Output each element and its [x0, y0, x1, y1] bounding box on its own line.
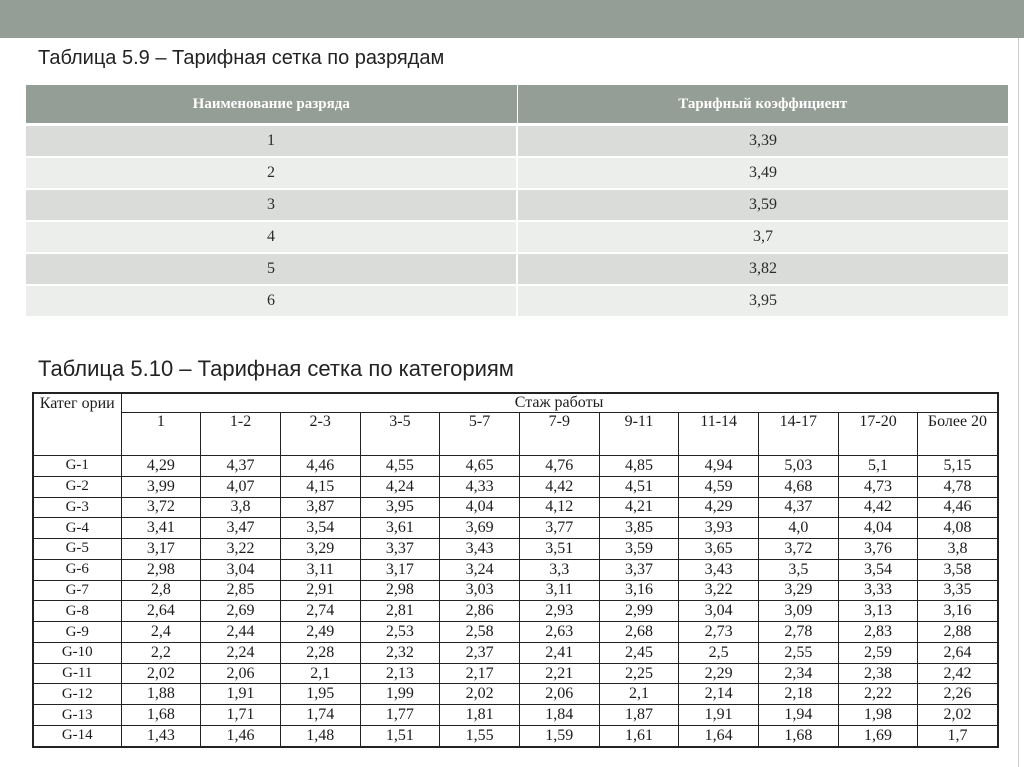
- coefficient-cell: 3,61: [360, 518, 440, 539]
- coefficient-cell: 4,55: [360, 456, 440, 477]
- category-code-cell: G-5: [33, 539, 121, 560]
- coefficient-cell: 3,3: [519, 559, 599, 580]
- experience-column-header: 14-17: [759, 413, 839, 456]
- coefficient-cell: 3,37: [599, 559, 679, 580]
- coefficient-cell: 2,14: [679, 684, 759, 705]
- coefficient-cell: 3,72: [121, 497, 201, 518]
- experience-column-header: 11-14: [679, 413, 759, 456]
- coefficient-cell: 3,17: [360, 559, 440, 580]
- tariff-coefficient-cell: 3,95: [517, 285, 1008, 316]
- category-code-cell: G-13: [33, 705, 121, 726]
- coefficient-cell: 2,13: [360, 663, 440, 684]
- category-code-cell: G-11: [33, 663, 121, 684]
- coefficient-cell: 2,55: [759, 642, 839, 663]
- coefficient-cell: 4,65: [440, 456, 520, 477]
- coefficient-cell: 4,76: [519, 456, 599, 477]
- experience-column-header: 1: [121, 413, 201, 456]
- coefficient-cell: 4,37: [759, 497, 839, 518]
- coefficient-cell: 3,54: [280, 518, 360, 539]
- category-code-cell: G-3: [33, 497, 121, 518]
- experience-column-header: 5-7: [440, 413, 520, 456]
- coefficient-cell: 2,5: [679, 642, 759, 663]
- coefficient-cell: 2,91: [280, 580, 360, 601]
- coefficient-cell: 3,24: [440, 559, 520, 580]
- grade-name-cell: 6: [26, 285, 517, 316]
- coefficient-cell: 3,03: [440, 580, 520, 601]
- category-code-cell: G-1: [33, 456, 121, 477]
- coefficient-cell: 4,73: [838, 476, 918, 497]
- tariff-coefficient-cell: 3,39: [517, 125, 1008, 158]
- coefficient-cell: 1,48: [280, 725, 360, 747]
- coefficient-cell: 1,94: [759, 705, 839, 726]
- coefficient-cell: 3,85: [599, 518, 679, 539]
- coefficient-cell: 2,69: [201, 601, 281, 622]
- grade-name-cell: 5: [26, 253, 517, 285]
- coefficient-cell: 4,24: [360, 476, 440, 497]
- category-row: [33, 725, 998, 747]
- coefficient-cell: 2,41: [519, 642, 599, 663]
- coefficient-cell: 5,1: [838, 456, 918, 477]
- coefficient-cell: 2,63: [519, 622, 599, 643]
- coefficient-cell: 2,06: [519, 684, 599, 705]
- coefficient-cell: 4,08: [918, 518, 998, 539]
- coefficient-cell: 4,37: [201, 456, 281, 477]
- coefficient-cell: 3,11: [519, 580, 599, 601]
- coefficient-cell: 1,74: [280, 705, 360, 726]
- coefficient-cell: 2,74: [280, 601, 360, 622]
- coefficient-cell: 1,43: [121, 725, 201, 747]
- coefficient-cell: 2,44: [201, 622, 281, 643]
- grade-row: [26, 221, 1008, 253]
- category-code-cell: G-10: [33, 642, 121, 663]
- coefficient-cell: 2,78: [759, 622, 839, 643]
- coefficient-cell: 1,68: [121, 705, 201, 726]
- experience-group-header: Стаж работы: [121, 393, 998, 413]
- coefficient-cell: 2,29: [679, 663, 759, 684]
- coefficient-cell: 3,8: [201, 497, 281, 518]
- experience-columns-row: [33, 413, 998, 456]
- grade-row: [26, 285, 1008, 316]
- coefficient-cell: 1,95: [280, 684, 360, 705]
- coefficient-cell: 1,7: [918, 725, 998, 747]
- experience-column-header: 1-2: [201, 413, 281, 456]
- coefficient-cell: 2,06: [201, 663, 281, 684]
- coefficient-cell: 4,42: [838, 497, 918, 518]
- category-row: [33, 663, 998, 684]
- coefficient-cell: 1,59: [519, 725, 599, 747]
- coefficient-cell: 1,99: [360, 684, 440, 705]
- coefficient-cell: 2,38: [838, 663, 918, 684]
- coefficient-cell: 4,33: [440, 476, 520, 497]
- coefficient-cell: 1,46: [201, 725, 281, 747]
- category-code-cell: G-6: [33, 559, 121, 580]
- coefficient-cell: 3,87: [280, 497, 360, 518]
- slide-right-divider: [1018, 38, 1019, 767]
- coefficient-cell: 2,64: [918, 642, 998, 663]
- coefficient-cell: 1,88: [121, 684, 201, 705]
- coefficient-cell: 2,2: [121, 642, 201, 663]
- coefficient-cell: 2,02: [440, 684, 520, 705]
- tariff-coefficient-header: Тарифный коэффициент: [517, 85, 1008, 125]
- coefficient-cell: 2,88: [918, 622, 998, 643]
- coefficient-cell: 1,84: [519, 705, 599, 726]
- category-table-body: [33, 456, 998, 748]
- coefficient-cell: 1,77: [360, 705, 440, 726]
- coefficient-cell: 2,42: [918, 663, 998, 684]
- slide-top-bar: [0, 0, 1024, 38]
- coefficient-cell: 3,77: [519, 518, 599, 539]
- tariff-coefficient-cell: 3,59: [517, 189, 1008, 221]
- experience-column-header: 9-11: [599, 413, 679, 456]
- category-code-cell: G-9: [33, 622, 121, 643]
- coefficient-cell: 2,58: [440, 622, 520, 643]
- category-row: [33, 539, 998, 560]
- coefficient-cell: 2,21: [519, 663, 599, 684]
- coefficient-cell: 3,41: [121, 518, 201, 539]
- category-header: Катег ории: [33, 393, 121, 456]
- coefficient-cell: 2,26: [918, 684, 998, 705]
- coefficient-cell: 4,42: [519, 476, 599, 497]
- coefficient-cell: 4,68: [759, 476, 839, 497]
- category-code-cell: G-12: [33, 684, 121, 705]
- table-5-9-caption: Таблица 5.9 – Тарифная сетка по разрядам: [38, 47, 445, 69]
- coefficient-cell: 2,34: [759, 663, 839, 684]
- coefficient-cell: 2,45: [599, 642, 679, 663]
- coefficient-cell: 4,04: [838, 518, 918, 539]
- category-code-cell: G-4: [33, 518, 121, 539]
- grade-name-cell: 4: [26, 221, 517, 253]
- coefficient-cell: 5,03: [759, 456, 839, 477]
- coefficient-cell: 2,4: [121, 622, 201, 643]
- coefficient-cell: 2,93: [519, 601, 599, 622]
- grade-tariff-table: [26, 85, 1008, 316]
- coefficient-cell: 3,35: [918, 580, 998, 601]
- category-code-cell: G-2: [33, 476, 121, 497]
- coefficient-cell: 2,49: [280, 622, 360, 643]
- category-row: [33, 622, 998, 643]
- grade-name-header: Наименование разряда: [26, 85, 517, 125]
- category-row: [33, 456, 998, 477]
- coefficient-cell: 2,37: [440, 642, 520, 663]
- grade-row: [26, 189, 1008, 221]
- coefficient-cell: 4,29: [679, 497, 759, 518]
- category-tariff-table: [32, 392, 999, 748]
- coefficient-cell: 3,29: [759, 580, 839, 601]
- category-row: [33, 559, 998, 580]
- coefficient-cell: 2,1: [599, 684, 679, 705]
- coefficient-cell: 3,72: [759, 539, 839, 560]
- grade-table-header-row: [26, 85, 1008, 125]
- grade-row: [26, 157, 1008, 189]
- coefficient-cell: 2,68: [599, 622, 679, 643]
- grade-name-cell: 1: [26, 125, 517, 158]
- grade-row: [26, 125, 1008, 158]
- coefficient-cell: 4,78: [918, 476, 998, 497]
- category-row: [33, 518, 998, 539]
- table-5-10-caption: Таблица 5.10 – Тарифная сетка по категориям: [38, 356, 514, 381]
- coefficient-cell: 1,61: [599, 725, 679, 747]
- experience-column-header: 2-3: [280, 413, 360, 456]
- coefficient-cell: 3,99: [121, 476, 201, 497]
- coefficient-cell: 1,55: [440, 725, 520, 747]
- coefficient-cell: 2,53: [360, 622, 440, 643]
- category-row: [33, 476, 998, 497]
- coefficient-cell: 3,13: [838, 601, 918, 622]
- coefficient-cell: 4,85: [599, 456, 679, 477]
- coefficient-cell: 3,76: [838, 539, 918, 560]
- coefficient-cell: 3,16: [599, 580, 679, 601]
- experience-column-header: 17-20: [838, 413, 918, 456]
- coefficient-cell: 5,15: [918, 456, 998, 477]
- coefficient-cell: 1,69: [838, 725, 918, 747]
- coefficient-cell: 3,69: [440, 518, 520, 539]
- coefficient-cell: 3,51: [519, 539, 599, 560]
- coefficient-cell: 1,64: [679, 725, 759, 747]
- coefficient-cell: 3,04: [201, 559, 281, 580]
- coefficient-cell: 3,09: [759, 601, 839, 622]
- coefficient-cell: 1,98: [838, 705, 918, 726]
- coefficient-cell: 4,04: [440, 497, 520, 518]
- coefficient-cell: 1,81: [440, 705, 520, 726]
- category-row: [33, 580, 998, 601]
- category-row: [33, 497, 998, 518]
- coefficient-cell: 3,95: [360, 497, 440, 518]
- coefficient-cell: 2,59: [838, 642, 918, 663]
- coefficient-cell: 2,64: [121, 601, 201, 622]
- coefficient-cell: 4,21: [599, 497, 679, 518]
- coefficient-cell: 4,51: [599, 476, 679, 497]
- coefficient-cell: 1,87: [599, 705, 679, 726]
- coefficient-cell: 3,22: [201, 539, 281, 560]
- coefficient-cell: 2,98: [360, 580, 440, 601]
- coefficient-cell: 2,73: [679, 622, 759, 643]
- coefficient-cell: 3,59: [599, 539, 679, 560]
- coefficient-cell: 2,85: [201, 580, 281, 601]
- coefficient-cell: 4,94: [679, 456, 759, 477]
- coefficient-cell: 1,68: [759, 725, 839, 747]
- grade-name-cell: 2: [26, 157, 517, 189]
- coefficient-cell: 2,18: [759, 684, 839, 705]
- coefficient-cell: 2,24: [201, 642, 281, 663]
- coefficient-cell: 3,17: [121, 539, 201, 560]
- coefficient-cell: 2,81: [360, 601, 440, 622]
- coefficient-cell: 2,28: [280, 642, 360, 663]
- coefficient-cell: 2,99: [599, 601, 679, 622]
- coefficient-cell: 3,54: [838, 559, 918, 580]
- coefficient-cell: 3,47: [201, 518, 281, 539]
- category-code-cell: G-7: [33, 580, 121, 601]
- coefficient-cell: 1,51: [360, 725, 440, 747]
- category-table-wrapper: [32, 392, 997, 748]
- coefficient-cell: 3,93: [679, 518, 759, 539]
- coefficient-cell: 4,0: [759, 518, 839, 539]
- coefficient-cell: 2,32: [360, 642, 440, 663]
- category-code-cell: G-14: [33, 725, 121, 747]
- category-row: [33, 601, 998, 622]
- coefficient-cell: 3,43: [679, 559, 759, 580]
- coefficient-cell: 3,5: [759, 559, 839, 580]
- grade-table-body: [26, 125, 1008, 317]
- coefficient-cell: 4,46: [918, 497, 998, 518]
- coefficient-cell: 3,43: [440, 539, 520, 560]
- coefficient-cell: 4,12: [519, 497, 599, 518]
- coefficient-cell: 1,71: [201, 705, 281, 726]
- coefficient-cell: 2,98: [121, 559, 201, 580]
- coefficient-cell: 3,04: [679, 601, 759, 622]
- coefficient-cell: 4,29: [121, 456, 201, 477]
- experience-column-header: 3-5: [360, 413, 440, 456]
- coefficient-cell: 2,17: [440, 663, 520, 684]
- coefficient-cell: 2,86: [440, 601, 520, 622]
- coefficient-cell: 3,33: [838, 580, 918, 601]
- coefficient-cell: 1,91: [201, 684, 281, 705]
- tariff-coefficient-cell: 3,7: [517, 221, 1008, 253]
- coefficient-cell: 3,11: [280, 559, 360, 580]
- coefficient-cell: 3,22: [679, 580, 759, 601]
- coefficient-cell: 3,16: [918, 601, 998, 622]
- coefficient-cell: 3,29: [280, 539, 360, 560]
- coefficient-cell: 4,59: [679, 476, 759, 497]
- coefficient-cell: 4,07: [201, 476, 281, 497]
- grade-row: [26, 253, 1008, 285]
- category-code-cell: G-8: [33, 601, 121, 622]
- coefficient-cell: 2,02: [121, 663, 201, 684]
- tariff-coefficient-cell: 3,82: [517, 253, 1008, 285]
- coefficient-cell: 2,02: [918, 705, 998, 726]
- grade-name-cell: 3: [26, 189, 517, 221]
- coefficient-cell: 2,83: [838, 622, 918, 643]
- coefficient-cell: 4,15: [280, 476, 360, 497]
- coefficient-cell: 3,37: [360, 539, 440, 560]
- coefficient-cell: 1,91: [679, 705, 759, 726]
- coefficient-cell: 2,22: [838, 684, 918, 705]
- category-row: [33, 684, 998, 705]
- coefficient-cell: 2,1: [280, 663, 360, 684]
- category-row: [33, 642, 998, 663]
- coefficient-cell: 3,58: [918, 559, 998, 580]
- coefficient-cell: 4,46: [280, 456, 360, 477]
- coefficient-cell: 3,65: [679, 539, 759, 560]
- category-table-group-row: [33, 393, 998, 413]
- experience-column-header: 7-9: [519, 413, 599, 456]
- coefficient-cell: 2,8: [121, 580, 201, 601]
- coefficient-cell: 2,25: [599, 663, 679, 684]
- coefficient-cell: 3,8: [918, 539, 998, 560]
- tariff-coefficient-cell: 3,49: [517, 157, 1008, 189]
- category-row: [33, 705, 998, 726]
- experience-column-header: Более 20: [918, 413, 998, 456]
